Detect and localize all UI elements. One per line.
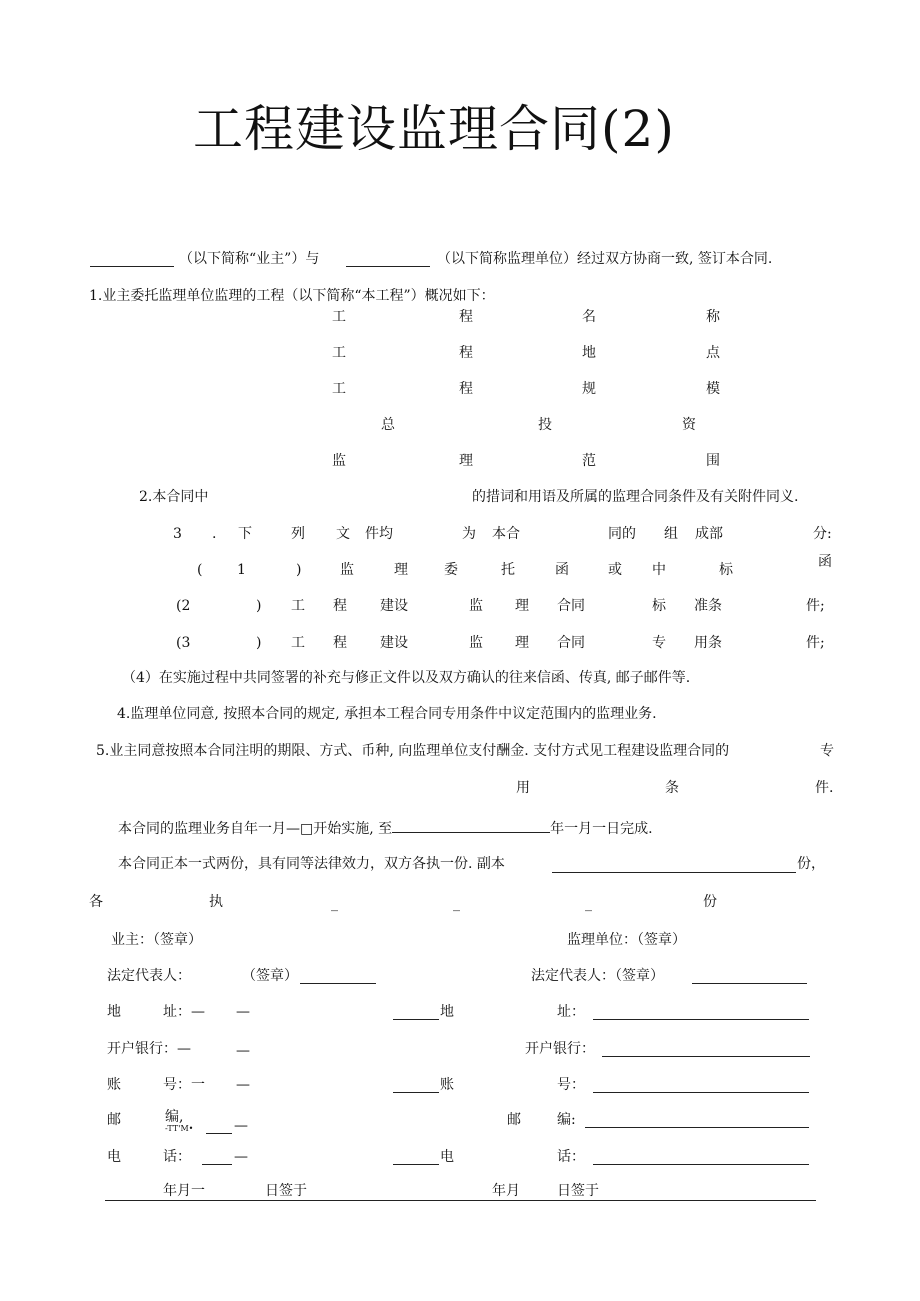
copies-end: 份， [797, 856, 825, 872]
supervisor-addr-label: 地 [440, 1004, 454, 1020]
item3-part: 理 [515, 635, 529, 651]
supervisor-postcode-blank[interactable] [585, 1127, 809, 1128]
supervisor-signature-label: 监理单位：（签章） [567, 932, 686, 948]
owner-rep-label: 法定代表人： [107, 968, 191, 984]
row-scale-c2: 程 [459, 381, 473, 397]
supervisor-rep-label: 法定代表人：（签章） [531, 968, 664, 984]
owner-signature-label: 业主：（签章） [111, 932, 202, 948]
supervisor-addr-label2: 址： [557, 1004, 585, 1020]
clause5-line2: 用 [516, 780, 530, 796]
owner-postcode-label2: 编, [165, 1109, 184, 1125]
item2-part: 工 [291, 598, 305, 614]
item4-text: （4）在实施过程中共同签署的补充与修正文件以及双方确认的往来信函、传真, 邮子邮件等. [122, 670, 691, 686]
owner-date-b: 日签于 [265, 1183, 307, 1199]
intro-part1: （以下简称“业主”）与 [179, 251, 320, 267]
owner-postcode-noise: -TT'M• [165, 1124, 194, 1133]
item3-part: 监 [469, 635, 483, 651]
owner-postcode-dash: — [234, 1118, 248, 1134]
supervisor-phone-label2: 话： [557, 1149, 585, 1165]
item2-part: 件; [806, 598, 825, 614]
clause3-part: 为 [462, 526, 476, 542]
clause3-part: 组 [664, 526, 678, 542]
clause3-part: 文 [336, 526, 350, 542]
clause3-part: 件均 [365, 526, 393, 542]
owner-postcode-blank[interactable] [206, 1133, 232, 1134]
item2-part: 标 [652, 598, 666, 614]
clause4-text: 4.监理单位同意, 按照本合同的规定, 承担本工程合同专用条件中议定范围内的监理业务. [117, 706, 657, 722]
term-end: 年一月一日完成. [550, 821, 653, 837]
item1-part: 监 [340, 562, 354, 578]
end-date-blank[interactable] [392, 820, 550, 833]
term-start: 本合同的监理业务自年一月— [118, 821, 300, 837]
checkbox[interactable]: □ [300, 821, 314, 837]
item1-part: 理 [394, 562, 408, 578]
supervisor-bank-label: 开户银行： [525, 1041, 595, 1057]
item1-part: 标 [719, 562, 733, 578]
item3-part: 工 [291, 635, 305, 651]
row-scale-c1: 工 [332, 381, 346, 397]
row-scope-c2: 理 [459, 453, 473, 469]
owner-account-label: 账 [107, 1077, 121, 1093]
supervisor-rep-blank[interactable] [692, 983, 807, 984]
row-name-c4: 称 [706, 309, 720, 325]
item1-part: 函 [555, 562, 569, 578]
copies-line2: 各 [89, 894, 103, 910]
supervisor-name-blank[interactable] [346, 266, 430, 267]
term-line [118, 820, 653, 836]
owner-phone-label2: 话： [163, 1149, 191, 1165]
owner-rep-blank[interactable] [300, 983, 376, 984]
clause5-end: 专 [820, 743, 834, 759]
owner-account-blank[interactable] [393, 1092, 439, 1093]
supervisor-account-blank[interactable] [593, 1092, 809, 1093]
copies-line2: 份 [703, 894, 717, 910]
owner-date-a: 年月一 [163, 1183, 205, 1199]
owner-addr-label: 地 [107, 1004, 121, 1020]
item2-part: 程 [333, 598, 347, 614]
clause2-right: 的措词和用语及所属的监理合同条件及有关附件同义. [472, 489, 799, 505]
item1-part: 托 [501, 562, 515, 578]
supervisor-phone-label: 电 [440, 1149, 454, 1165]
item3-part: ) [256, 635, 262, 651]
owner-account-dash: — [236, 1077, 250, 1093]
intro-part2: （以下简称监理单位）经过双方协商一致, 签订本合同. [437, 251, 773, 267]
item1-part: ( [197, 562, 203, 578]
supervisor-date-a: 年月 [492, 1183, 520, 1199]
supervisor-addr-blank[interactable] [593, 1019, 809, 1020]
supervisor-date-b: 日签于 [557, 1183, 599, 1199]
item2-part: 理 [515, 598, 529, 614]
item1-part: 1 [237, 562, 246, 578]
row-scope-c1: 监 [332, 453, 346, 469]
row-name-c2: 程 [459, 309, 473, 325]
item1-part: 中 [652, 562, 666, 578]
item2-part: (2 [176, 598, 191, 614]
row-scale-c4: 模 [706, 381, 720, 397]
item2-part: 建设 [380, 598, 408, 614]
clause3-part: 3 [173, 526, 182, 542]
copies-line2: 执 [209, 894, 223, 910]
item3-part: 合同 [557, 635, 585, 651]
row-scale-c3: 规 [582, 381, 596, 397]
copies-line2: _ [453, 896, 460, 912]
item3-part: 专 [652, 635, 666, 651]
owner-addr-label2: 址：— [163, 1004, 205, 1020]
clause5-line2: 条 [665, 780, 679, 796]
row-location-c2: 程 [459, 345, 473, 361]
clause3-part: 同的 [608, 526, 636, 542]
owner-addr-dash: — [236, 1004, 250, 1020]
item1-part: 或 [608, 562, 622, 578]
owner-account-label2: 号：一 [163, 1077, 205, 1093]
supervisor-bank-blank[interactable] [602, 1056, 810, 1057]
supervisor-postcode-label2: 编: [557, 1112, 576, 1128]
clause3-part: 本合 [492, 526, 520, 542]
item1-end: 函 [818, 554, 832, 570]
owner-rep-seal: （签章） [242, 968, 298, 984]
row-location-c3: 地 [582, 345, 596, 361]
owner-phone-dash: — [234, 1149, 248, 1165]
owner-bank-label: 开户银行：— [107, 1041, 191, 1057]
owner-phone-label: 电 [107, 1149, 121, 1165]
clause3-part: 列 [291, 526, 305, 542]
row-name-c1: 工 [332, 309, 346, 325]
item3-part: 件; [806, 635, 825, 651]
row-scope-c3: 范 [582, 453, 596, 469]
item3-part: 建设 [380, 635, 408, 651]
copies-text: 本合同正本一式两份，具有同等法律效力，双方各执一份. 副本 [118, 856, 505, 872]
item3-part: 程 [333, 635, 347, 651]
row-location-c1: 工 [332, 345, 346, 361]
item2-part: ) [256, 598, 262, 614]
copies-count-blank[interactable] [552, 872, 796, 873]
clause3-part: 下 [238, 526, 252, 542]
supervisor-account-label: 账 [440, 1077, 454, 1093]
supervisor-account-label2: 号： [557, 1077, 585, 1093]
item2-part: 准条 [694, 598, 722, 614]
copies-line2: _ [585, 896, 592, 912]
clause2-left: 2.本合同中 [139, 489, 209, 505]
item2-part: 监 [469, 598, 483, 614]
bottom-rule [105, 1200, 816, 1201]
owner-name-blank[interactable] [90, 266, 174, 267]
owner-bank-dash: — [236, 1043, 250, 1059]
row-investment-c1: 总 [381, 417, 395, 433]
owner-phone-blank[interactable] [202, 1164, 232, 1165]
item1-part: ) [296, 562, 302, 578]
term-mid: 开始实施, 至 [313, 821, 393, 837]
clause3-part: 分: [813, 526, 832, 542]
owner-addr-blank[interactable] [393, 1019, 439, 1020]
clause5-text: 5.业主同意按照本合同注明的期限、方式、币种, 向监理单位支付酬金. 支付方式见工程建设监理合同的 [96, 743, 730, 759]
owner-postcode-label: 邮 [107, 1112, 121, 1128]
page-title: 工程建设监理合同(2) [193, 100, 675, 158]
row-investment-c2: 投 [538, 417, 552, 433]
clause1-text: 1.业主委托监理单位监理的工程（以下简称“本工程”）概况如下： [89, 288, 495, 304]
row-name-c3: 名 [582, 309, 596, 325]
supervisor-postcode-label: 邮 [507, 1112, 521, 1128]
item1-part: 委 [444, 562, 458, 578]
clause3-part: 成部 [695, 526, 723, 542]
row-location-c4: 点 [706, 345, 720, 361]
row-scope-c4: 围 [706, 453, 720, 469]
item3-part: (3 [176, 635, 191, 651]
item2-part: 合同 [557, 598, 585, 614]
item3-part: 用条 [694, 635, 722, 651]
clause3-part: . [212, 526, 217, 542]
copies-line2: _ [331, 896, 338, 912]
owner-phone-blank2[interactable] [393, 1164, 439, 1165]
supervisor-phone-blank[interactable] [593, 1164, 809, 1165]
row-investment-c3: 资 [682, 417, 696, 433]
clause5-line2: 件. [815, 780, 834, 796]
